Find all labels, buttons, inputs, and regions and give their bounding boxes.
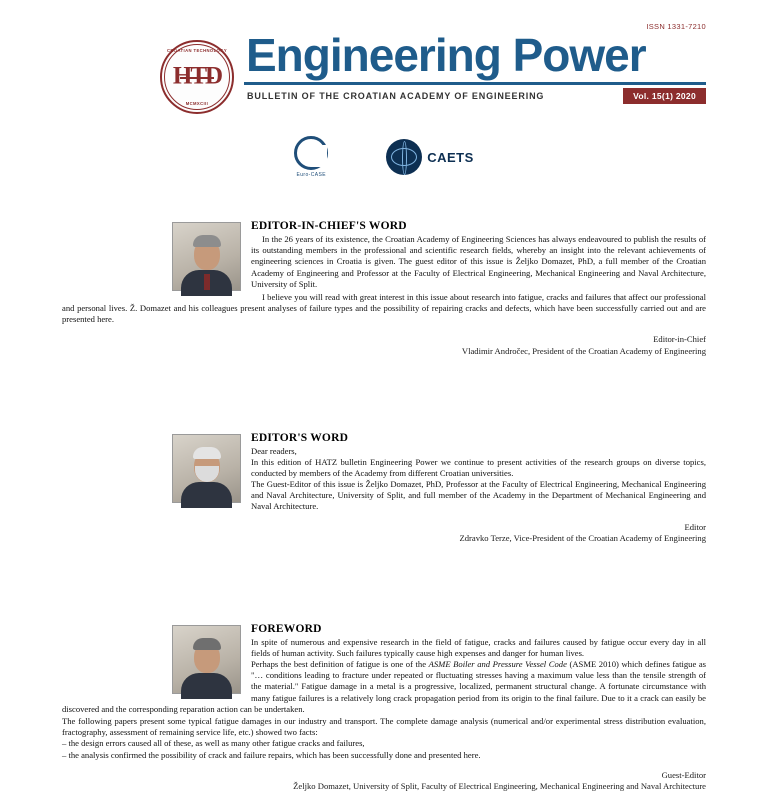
globe-icon (386, 139, 422, 175)
euro-case-icon (294, 136, 328, 170)
journal-title: Engineering Power (246, 29, 646, 81)
document-page (0, 22, 768, 792)
section-title: EDITOR-IN-CHIEF'S WORD (251, 220, 407, 232)
paragraph: Perhaps the best definition of fatigue is one of the ASME Boiler and Pressure Vessel Code (ASME 2010) which defines fatigue as "… conditions leading to fracture under repeated or fluctuating stresses having a maximum value less than the tensile strength of the material." Fatigue damage in a metal is a progressive, localized, permanent structural change. A fortunate circumstance with many fatigue failures is a relatively long crack propagation period from its origin to the final failure. Due to it a crack can easily be discovered and the corresponding reparation action can be undertaken. (62, 659, 707, 714)
paragraph: – the analysis confirmed the possibility of crack and failure repairs, which has been successfully done and presented here. (62, 749, 481, 760)
title-rule (244, 82, 706, 85)
issn-text: ISSN 1331-7210 (646, 22, 706, 31)
paragraph: – the design errors caused all of these, as well as many other fatigue cracks and failures, (62, 738, 365, 749)
section-editor-in-chief (62, 220, 706, 358)
paragraph: In this edition of HATZ bulletin Engineering Power we continue to present activities of the research groups on diverse topics, conducted by members of the Academy from different Croatian universities. (251, 456, 706, 478)
volume-badge: Vol. 15(1) 2020 (623, 88, 706, 104)
section-foreword (62, 623, 706, 793)
partner-logos (0, 136, 768, 178)
hatz-seal-logo (160, 40, 234, 114)
signature-role: Editor (684, 521, 706, 532)
signature-name: Željko Domazet, University of Split, Faculty of Electrical Engineering, Mechanical Engineering and Naval Architecture (293, 781, 706, 792)
seal-top-text: CROATIAN TECHNOLOGY (166, 48, 228, 53)
paragraph: The following papers present some typical fatigue damages in our industry and transport. The complete damage analysis (numerical and/or experimental stress distribution evaluation, fractography, assessment of remaining service life, etc.) showed two facts: (62, 715, 706, 738)
paragraph: In spite of numerous and expensive research in the field of fatigue, cracks and failures caused by fatigue occur every day in all fields of human activity. Such failures typically cause high expenses and danger for human lives. (251, 636, 706, 658)
signature-guest-editor (62, 770, 706, 793)
caets-logo (386, 139, 474, 175)
article-content (62, 220, 706, 793)
section-title: FOREWORD (251, 622, 322, 635)
caets-caption: CAETS (427, 149, 474, 165)
subtitle-row (244, 88, 706, 104)
signature-name: Vladimir Andročec, President of the Croatian Academy of Engineering (461, 345, 706, 356)
signature-role: Guest-Editor (661, 769, 706, 780)
foreword-body (62, 623, 706, 715)
editor-portrait (172, 434, 241, 503)
paragraph: The Guest-Editor of this issue is Željko Domazet, PhD, Professor at the Faculty of Electrical Engineering, Mechanical Engineering and Naval Architecture, University of Split, and full member of the Academy in the Department of Mechanical Engineering and Naval Architecture. (251, 479, 706, 512)
section-title: EDITOR'S WORD (251, 431, 349, 444)
editor-body (62, 432, 706, 513)
editor-in-chief-portrait (172, 222, 241, 291)
paragraph: In the 26 years of its existence, the Croatian Academy of Engineering Sciences has always endeavoured to publish the results of its outstanding members in the professional and scientific research fields, whereby an insight into the relevant achievements of engineering sciences in Croatia is given. The guest editor of this issue is Željko Domazet, PhD, a full member of the Croatian Academy of Engineering and Professor at the Faculty of Electrical Engineering, Mechanical Engineering and Naval Architecture, University of Split. (251, 234, 706, 289)
title-block (244, 22, 706, 104)
editor-in-chief-body (62, 220, 706, 290)
signature-editor (62, 522, 706, 545)
paragraph: I believe you will read with great interest in this issue about research into fatigue, cracks and failures that affect our professional and personal lives. Ž. Domazet and his colleagues present analyses of failure types and the possibility of repairing cracks and defects, which have been successfully carried out and are presented here. (62, 291, 706, 325)
euro-case-logo (294, 136, 328, 178)
italic-phrase: ASME Boiler and Pressure Vessel Code (428, 659, 567, 670)
signature-name: Zdravko Terze, Vice-President of the Croatian Academy of Engineering (459, 533, 706, 544)
seal-bottom-text: MCMXCIII (185, 101, 209, 106)
signature-role: Editor-in-Chief (653, 334, 706, 345)
section-editor (62, 432, 706, 545)
guest-editor-portrait (172, 625, 241, 694)
masthead (62, 22, 706, 114)
paragraph: Dear readers, (251, 445, 297, 456)
journal-subtitle: BULLETIN OF THE CROATIAN ACADEMY OF ENGINEERING (247, 90, 545, 101)
euro-case-caption: Euro-CASE (296, 172, 326, 178)
signature-editor-in-chief (62, 334, 706, 357)
seal-monogram: HTD (172, 62, 222, 90)
